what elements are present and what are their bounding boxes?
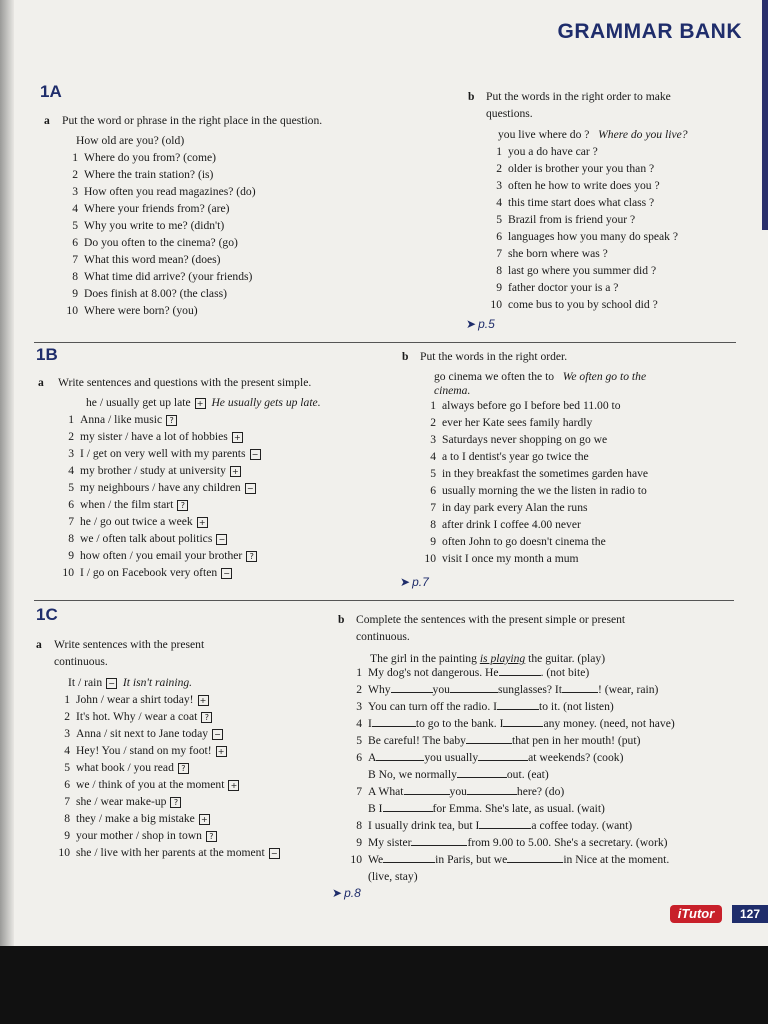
sign-box: + xyxy=(228,780,239,791)
item-number: 3 xyxy=(64,727,70,740)
list-item xyxy=(58,496,398,513)
answer-blank[interactable] xyxy=(450,682,498,693)
exercise-label: b xyxy=(338,613,345,626)
item-number: 6 xyxy=(430,484,436,497)
example-question: you live where do ? xyxy=(498,128,590,141)
list-item xyxy=(420,550,740,567)
item-number: 8 xyxy=(64,812,70,825)
list-item xyxy=(420,465,740,482)
example-answer-cont: cinema. xyxy=(434,384,471,397)
sign-box: + xyxy=(198,695,209,706)
sign-box: ? xyxy=(246,551,257,562)
arrow-left-icon: ➤ xyxy=(466,317,477,331)
exercise-1b-b xyxy=(402,348,740,567)
example-answer: Where do you live? xyxy=(598,128,688,141)
item-text: I / go on Facebook very often xyxy=(80,566,218,579)
sign-box: ? xyxy=(178,763,189,774)
page-edge-tab xyxy=(762,0,768,230)
itutor-logo: iTutor xyxy=(670,905,722,923)
item-text: what book / you read xyxy=(76,761,174,774)
item-number: 10 xyxy=(490,298,502,311)
list-item xyxy=(486,296,756,313)
answer-blank[interactable] xyxy=(507,852,563,863)
list-item xyxy=(62,183,442,200)
instruction-cont: continuous. xyxy=(356,630,410,643)
answer-blank[interactable] xyxy=(467,784,517,795)
item-text: my neighbours / have any children xyxy=(80,481,241,494)
list-item xyxy=(486,211,756,228)
item-text: father doctor your is a ? xyxy=(508,281,619,294)
sign-box: − xyxy=(245,483,256,494)
list-item xyxy=(486,194,756,211)
sign-box: ? xyxy=(201,712,212,723)
example-answer: We often go to the xyxy=(562,370,647,383)
instruction: Write sentences with the present xyxy=(54,638,205,651)
item-text: usually morning the we the listen in radio to xyxy=(442,484,647,497)
answer-blank[interactable] xyxy=(466,733,512,744)
example-answer: It isn't raining. xyxy=(122,676,193,689)
example-question: It / rain xyxy=(68,676,103,689)
list-item xyxy=(58,564,398,581)
example-question: he / usually get up late xyxy=(86,396,191,409)
sign-box: + xyxy=(197,517,208,528)
list-item xyxy=(62,251,442,268)
item-number: 5 xyxy=(496,213,502,226)
answer-blank[interactable] xyxy=(479,818,531,829)
item-number: 2 xyxy=(64,710,70,723)
list-item xyxy=(486,143,756,160)
item-number: 3 xyxy=(496,179,502,192)
item-number: 2 xyxy=(72,168,78,181)
list-item xyxy=(54,725,314,742)
item-text: It's hot. Why / wear a coat xyxy=(76,710,198,723)
example-answer: is playing xyxy=(479,652,526,665)
list-item xyxy=(62,302,442,319)
item-number: 2 xyxy=(430,416,436,429)
item-text: often John to go doesn't cinema the xyxy=(442,535,606,548)
example: How old are you? (old) xyxy=(76,134,185,147)
example-question: go cinema we often the to xyxy=(434,370,555,383)
item-text: Where do you from? (come) xyxy=(84,151,216,164)
list-item xyxy=(486,177,756,194)
item-number: 8 xyxy=(496,264,502,277)
answer-blank[interactable] xyxy=(376,750,424,761)
list-item xyxy=(420,448,740,465)
item-text: John / wear a shirt today! xyxy=(76,693,194,706)
item-text: older is brother your you than ? xyxy=(508,162,655,175)
answer-blank[interactable] xyxy=(404,784,450,795)
item-text: always before go I before bed 11.00 to xyxy=(442,399,621,412)
item-text: after drink I coffee 4.00 never xyxy=(442,518,581,531)
item-text: a to I dentist's year go twice the xyxy=(442,450,589,463)
list-item xyxy=(54,708,314,725)
answer-blank[interactable] xyxy=(411,835,467,846)
page-ref-1c[interactable]: ➤ p.8 xyxy=(332,886,361,900)
item-number: 1 xyxy=(496,145,502,158)
item-text: Where were born? (you) xyxy=(84,304,198,317)
answer-blank[interactable] xyxy=(391,682,433,693)
list-item xyxy=(62,285,442,302)
item-number: 10 xyxy=(424,552,436,565)
list-item xyxy=(420,499,740,516)
list-item xyxy=(420,414,740,431)
example-answer: He usually gets up late. xyxy=(211,396,321,409)
plus-sign-box: + xyxy=(195,398,206,409)
item-text: we / think of you at the moment xyxy=(76,778,225,791)
item-text: Do you often to the cinema? (go) xyxy=(84,236,238,249)
sign-box: − xyxy=(250,449,261,460)
item-number: 10 xyxy=(58,846,70,859)
item-number: 10 xyxy=(66,304,78,317)
item-text: my brother / study at university xyxy=(80,464,226,477)
sign-box: − xyxy=(212,729,223,740)
list-item xyxy=(54,691,314,708)
item-number: 5 xyxy=(72,219,78,232)
grammar-bank-title: GRAMMAR BANK xyxy=(557,20,742,43)
list-item xyxy=(62,268,442,285)
list-item xyxy=(420,516,740,533)
page-number: 127 xyxy=(732,905,768,923)
exercise-1b-a xyxy=(38,374,398,581)
item-text: ever her Kate sees family hardly xyxy=(442,416,593,429)
item-text: Brazil from is friend your ? xyxy=(508,213,636,226)
exercise-label: a xyxy=(38,376,44,389)
item-number: 5 xyxy=(430,467,436,480)
item-number: 3 xyxy=(72,185,78,198)
item-text: visit I once my month a mum xyxy=(442,552,579,565)
item-text: I / get on very well with my parents xyxy=(80,447,246,460)
item-text: when / the film start xyxy=(80,498,174,511)
answer-blank[interactable] xyxy=(478,750,528,761)
sign-box: − xyxy=(221,568,232,579)
sign-box: − xyxy=(269,848,280,859)
list-item xyxy=(58,411,398,428)
item-number: 4 xyxy=(72,202,78,215)
item-text: Hey! You / stand on my foot! xyxy=(76,744,212,757)
item-number: 1 xyxy=(72,151,78,164)
item-text: What this word mean? (does) xyxy=(84,253,221,266)
list-item xyxy=(62,166,442,183)
item-number: 6 xyxy=(64,778,70,791)
exercise-label: a xyxy=(44,114,50,127)
example-text: The girl in the painting xyxy=(370,652,477,665)
sign-box: ? xyxy=(206,831,217,842)
list-item xyxy=(58,445,398,462)
list-item xyxy=(54,810,314,827)
list-item xyxy=(58,428,398,445)
exercise-1c-b xyxy=(338,611,746,667)
divider xyxy=(34,342,736,343)
item-number: 5 xyxy=(68,481,74,494)
list-item xyxy=(486,160,756,177)
list-item xyxy=(486,262,756,279)
section-1b-heading: 1B xyxy=(36,345,58,364)
item-number: 1 xyxy=(430,399,436,412)
item-text: your mother / shop in town xyxy=(76,829,202,842)
item-text: she / live with her parents at the moment xyxy=(76,846,265,859)
list-item xyxy=(58,479,398,496)
item-text: Where your friends from? (are) xyxy=(84,202,230,215)
list-item xyxy=(420,431,740,448)
list-item xyxy=(486,245,756,262)
item-number: 9 xyxy=(64,829,70,842)
answer-blank[interactable] xyxy=(499,665,541,676)
example-text-end: the guitar. (play) xyxy=(528,652,606,665)
item-number: 9 xyxy=(68,549,74,562)
answer-blank[interactable] xyxy=(457,767,507,778)
item-number: 8 xyxy=(68,532,74,545)
instruction: Put the words in the right order to make xyxy=(486,90,671,103)
item-text: my sister / have a lot of hobbies xyxy=(80,430,228,443)
list-item xyxy=(486,279,756,296)
item-number: 3 xyxy=(430,433,436,446)
list-item xyxy=(62,217,442,234)
item-number: 4 xyxy=(496,196,502,209)
section-1c-heading: 1C xyxy=(36,605,58,624)
exercise-label: b xyxy=(468,90,475,103)
item-text: you a do have car ? xyxy=(508,145,598,158)
instruction: Write sentences and questions with the present simple. xyxy=(58,376,312,389)
sign-box: ? xyxy=(166,415,177,426)
sign-box: + xyxy=(232,432,243,443)
item-number: 7 xyxy=(496,247,502,260)
list-item xyxy=(54,844,314,861)
instruction-cont: continuous. xyxy=(54,655,108,668)
list-item xyxy=(58,513,398,530)
exercise-1c-b-items: 1 My dog's not dangerous. He . (not bite) 2 Why you sunglasses? It ! (wear, rain) 3 You can turn off the radio. I to it. (not listen) 4 I to go to the bank. I any money. (need, not have) 5 Be careful! The baby that pen in her mouth! (put) 6 A you usually at weekends? (cook) B No, we normally out. (eat) 7 A What you here? (do) B I for Emma. She's late, as usual. (wait) 8 I usually drink tea, but I a coffee today. (want) 9 My sister from 9.00 to 5.00. She's a secretary. (work) 10 We in Paris, but we in Nice at the moment. (live, stay) xyxy=(350,666,675,883)
answer-blank[interactable] xyxy=(497,699,539,710)
item-text: Saturdays never shopping on go we xyxy=(442,433,608,446)
item-number: 9 xyxy=(496,281,502,294)
item-number: 10 xyxy=(62,566,74,579)
item-number: 7 xyxy=(72,253,78,266)
exercise-1a-a xyxy=(44,112,442,319)
item-number: 6 xyxy=(496,230,502,243)
item-text: How often you read magazines? (do) xyxy=(84,185,256,198)
list-item xyxy=(54,759,314,776)
instruction-cont: questions. xyxy=(486,107,533,120)
list-item xyxy=(62,200,442,217)
item-number: 1 xyxy=(68,413,74,426)
item-text: in day park every Alan the runs xyxy=(442,501,588,514)
item-text: she / wear make-up xyxy=(76,795,167,808)
exercise-1c-a xyxy=(36,636,314,861)
item-text: Does finish at 8.00? (the class) xyxy=(84,287,227,300)
item-number: 9 xyxy=(430,535,436,548)
answer-blank[interactable] xyxy=(383,852,435,863)
item-number: 3 xyxy=(68,447,74,460)
item-text: she born where was ? xyxy=(508,247,608,260)
item-number: 4 xyxy=(430,450,436,463)
item-text: Anna / like music xyxy=(80,413,163,426)
item-number: 7 xyxy=(64,795,70,808)
sign-box: ? xyxy=(177,500,188,511)
list-item xyxy=(54,827,314,844)
exercise-1a-b xyxy=(468,88,756,313)
list-item xyxy=(54,776,314,793)
item-number: 9 xyxy=(72,287,78,300)
arrow-left-icon: ➤ xyxy=(332,886,343,900)
sign-box: ? xyxy=(170,797,181,808)
sign-box: + xyxy=(230,466,241,477)
item-number: 2 xyxy=(496,162,502,175)
exercise-label: a xyxy=(36,638,42,651)
answer-blank[interactable] xyxy=(383,801,433,812)
item-number: 7 xyxy=(68,515,74,528)
list-item xyxy=(58,530,398,547)
item-number: 4 xyxy=(64,744,70,757)
item-number: 8 xyxy=(72,270,78,283)
list-item xyxy=(62,234,442,251)
instruction: Put the word or phrase in the right place in the question. xyxy=(62,114,323,127)
sign-box: + xyxy=(199,814,210,825)
item-text: we / often talk about politics xyxy=(80,532,213,545)
item-text: in they breakfast the sometimes garden have xyxy=(442,467,649,480)
list-item xyxy=(58,462,398,479)
sign-box: + xyxy=(216,746,227,757)
exercise-label: b xyxy=(402,350,409,363)
item-text: Where the train station? (is) xyxy=(84,168,214,181)
list-item xyxy=(420,533,740,550)
list-item xyxy=(62,149,442,166)
item-text: What time did arrive? (your friends) xyxy=(84,270,253,283)
item-number: 5 xyxy=(64,761,70,774)
item-number: 1 xyxy=(64,693,70,706)
sign-box: − xyxy=(216,534,227,545)
list-item xyxy=(486,228,756,245)
item-text: they / make a big mistake xyxy=(76,812,195,825)
item-number: 6 xyxy=(72,236,78,249)
item-text: come bus to you by school did ? xyxy=(508,298,658,311)
list-item xyxy=(420,397,740,414)
item-text: Anna / sit next to Jane today xyxy=(76,727,209,740)
instruction: Put the words in the right order. xyxy=(420,350,568,363)
section-1a-heading: 1A xyxy=(40,82,62,101)
page-ref-1a[interactable]: ➤ p.5 xyxy=(466,317,495,331)
item-number: 8 xyxy=(430,518,436,531)
page-ref-1b[interactable]: ➤ p.7 xyxy=(400,575,429,589)
list-item xyxy=(58,547,398,564)
divider xyxy=(34,600,734,601)
item-number: 4 xyxy=(68,464,74,477)
item-text: he / go out twice a week xyxy=(80,515,193,528)
item-number: 6 xyxy=(68,498,74,511)
answer-blank[interactable] xyxy=(372,716,416,727)
answer-blank[interactable] xyxy=(562,682,598,693)
list-item xyxy=(54,793,314,810)
item-text: how often / you email your brother xyxy=(80,549,243,562)
item-text: Why you write to me? (didn't) xyxy=(84,219,225,232)
item-number: 7 xyxy=(430,501,436,514)
arrow-left-icon: ➤ xyxy=(400,575,411,589)
item-number: 2 xyxy=(68,430,74,443)
list-item xyxy=(54,742,314,759)
item-text: this time start does what class ? xyxy=(508,196,655,209)
minus-sign-box: − xyxy=(106,678,117,689)
item-text: languages how you many do speak ? xyxy=(508,230,679,243)
list-item xyxy=(420,482,740,499)
answer-blank[interactable] xyxy=(503,716,543,727)
item-text: often he how to write does you ? xyxy=(508,179,660,192)
item-text: last go where you summer did ? xyxy=(508,264,657,277)
instruction: Complete the sentences with the present simple or present xyxy=(356,613,626,626)
